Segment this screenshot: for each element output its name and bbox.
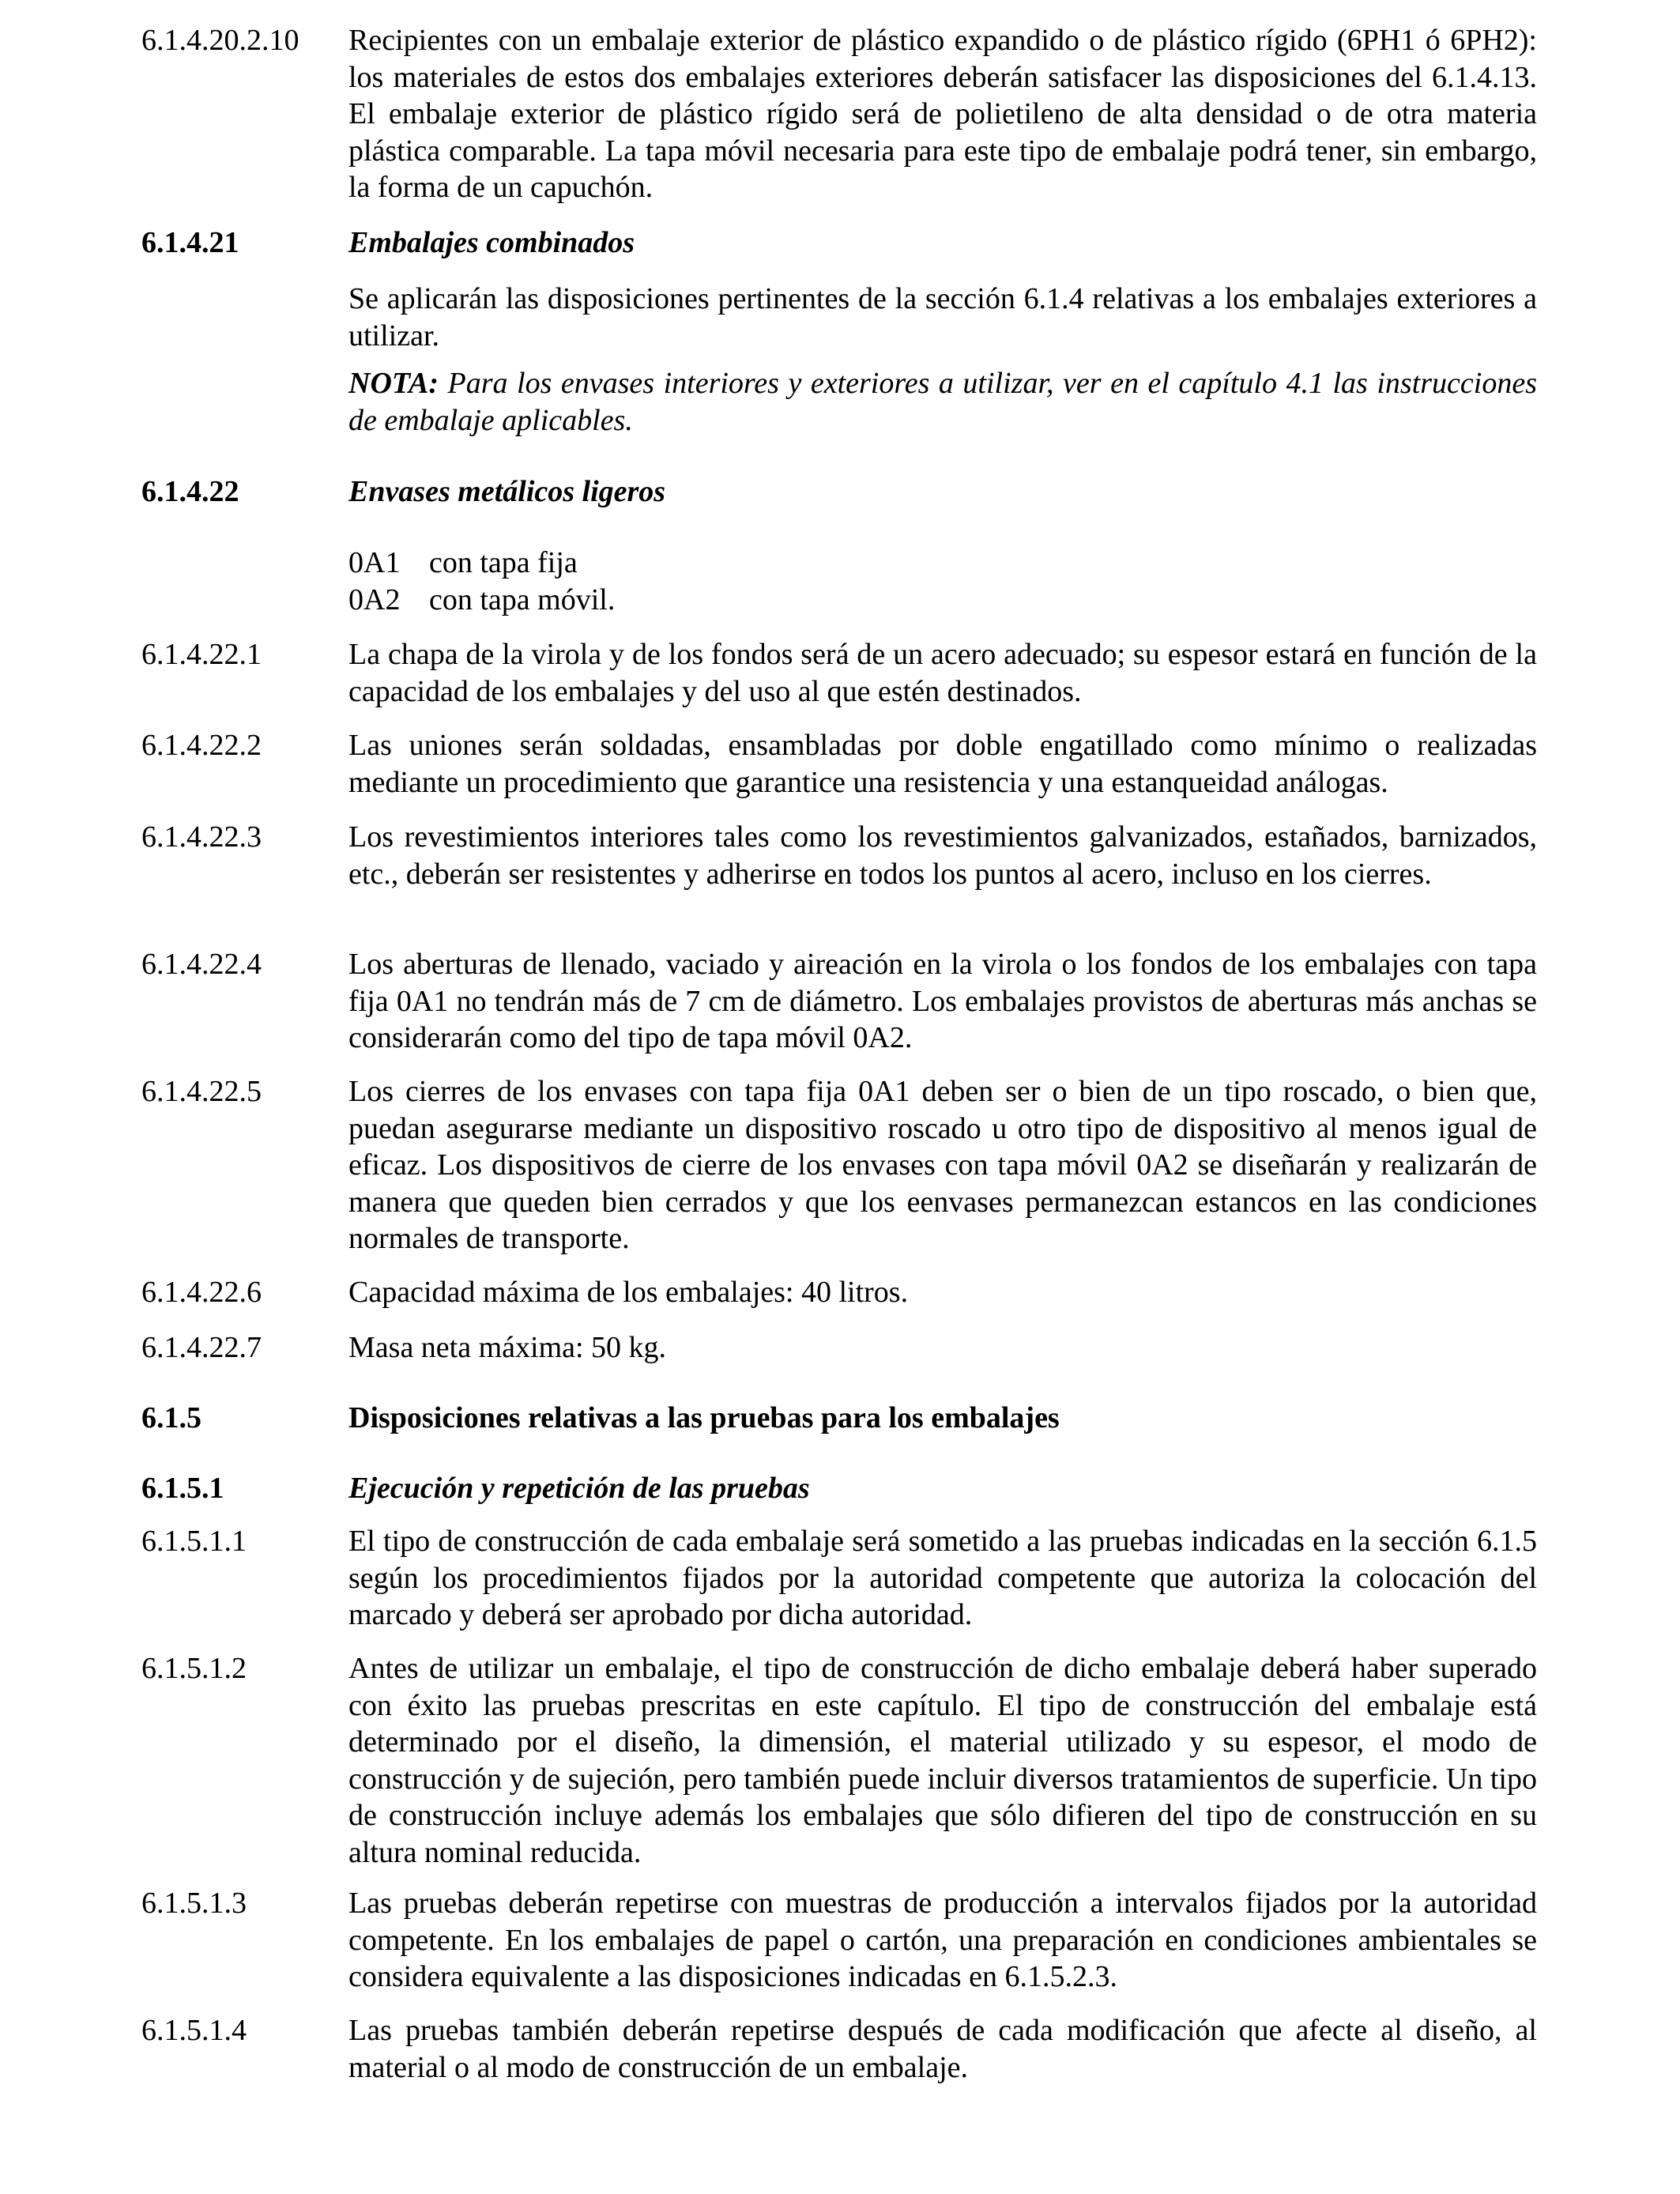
paragraph-6-1-5-1-4: [141, 2012, 1537, 2086]
section-text: El tipo de construcción de cada embalaje será sometido a las pruebas indicadas en la sección 6.1.5 según los procedimientos fijados por la autoridad competente que autoriza la colocación del marcado y deberá ser aprobado por dicha autoridad.: [348, 1525, 1537, 1631]
code-item: [348, 582, 1537, 619]
paragraph-6-1-5-1-2: [141, 1650, 1537, 1871]
code-description: con tapa móvil.: [429, 582, 616, 616]
note-body: Para los envases interiores y exteriores a utilizar, ver en el capítulo 4.1 las instrucciones de embalaje aplicables.: [348, 367, 1537, 437]
heading-6-1-5-1: [141, 1470, 1537, 1507]
paragraph-6-1-4-22-5: [141, 1073, 1537, 1257]
note-text: [348, 365, 1537, 439]
heading-6-1-4-21: [141, 224, 1537, 262]
code: 0A1: [348, 546, 401, 579]
section-number: 6.1.5.1.2: [141, 1652, 247, 1685]
paragraph-6-1-4-22-3: [141, 819, 1537, 892]
section-number: 6.1.4.22.4: [141, 948, 262, 981]
section-number: 6.1.4.21: [141, 226, 239, 259]
paragraph-6-1-4-22-6: [141, 1274, 1537, 1311]
section-text: Las pruebas deberán repetirse con muestras de producción a intervalos fijados por la autoridad competente. En los embalajes de papel o cartón, una preparación en condiciones ambientales se considera equivalente a las disposiciones indicadas en 6.1.5.2.3.: [348, 1887, 1537, 1993]
section-number: 6.1.5.1.1: [141, 1525, 247, 1558]
note-label: NOTA:: [348, 367, 439, 400]
paragraph-6-1-4-22-2: [141, 727, 1537, 801]
section-number: 6.1.4.22.5: [141, 1075, 262, 1108]
section-text: Antes de utilizar un embalaje, el tipo de construcción de dicho embalaje deberá haber superado con éxito las pruebas prescritas en este capítulo. El tipo de construcción del embalaje está determinado por el diseño, la dimensión, el material utilizado y su espesor, el modo de construcción y de sujeción, pero también puede incluir diversos tratamientos de superficie. Un tipo de construcción incluye además los embalajes que sólo difieren del tipo de construcción en su altura nominal reducida.: [348, 1652, 1537, 1869]
section-text: Los revestimientos interiores tales como los revestimientos galvanizados, estañados, barnizados, etc., deberán ser resistentes y adherirse en todos los puntos al acero, incluso en los cierres.: [348, 820, 1537, 891]
section-title: Disposiciones relativas a las pruebas para los embalajes: [348, 1401, 1060, 1434]
section-number: 6.1.5.1: [141, 1472, 224, 1505]
section-text: Las uniones serán soldadas, ensambladas por doble engatillado como mínimo o realizadas mediante un procedimiento que garantice una resistencia y una estanqueidad análogas.: [348, 729, 1537, 799]
section-number: 6.1.4.22.2: [141, 729, 262, 762]
section-title: Embalajes combinados: [348, 226, 635, 259]
paragraph-6-1-4-22-7: [141, 1329, 1537, 1367]
section-title: Envases metálicos ligeros: [348, 475, 666, 508]
code-item: [348, 545, 1537, 582]
section-text: Los aberturas de llenado, vaciado y aireación en la virola o los fondos de los embalajes con tapa fija 0A1 no tendrán más de 7 cm de diámetro. Los embalajes provistos de aberturas más anchas se considerarán como del tipo de tapa móvil 0A2.: [348, 948, 1537, 1054]
paragraph-6-1-5-1-3: [141, 1885, 1537, 1996]
paragraph-6-1-4-22-1: [141, 636, 1537, 710]
section-number: 6.1.4.22: [141, 475, 239, 508]
section-title: Ejecución y repetición de las pruebas: [348, 1472, 810, 1505]
note-6-1-4-21: [141, 365, 1537, 439]
section-number: 6.1.5: [141, 1401, 202, 1434]
section-text: Masa neta máxima: 50 kg.: [348, 1331, 667, 1364]
paragraph-6-1-4-20-2-10: [141, 22, 1537, 206]
section-text: La chapa de la virola y de los fondos será de un acero adecuado; su espesor estará en función de la capacidad de los embalajes y del uso al que estén destinados.: [348, 638, 1537, 708]
section-number: 6.1.4.20.2.10: [141, 24, 299, 57]
section-text: Se aplicarán las disposiciones pertinentes de la sección 6.1.4 relativas a los embalajes exteriores a utilizar.: [348, 282, 1537, 352]
code: 0A2: [348, 582, 401, 616]
heading-6-1-4-22: [141, 473, 1537, 511]
section-text: Capacidad máxima de los embalajes: 40 litros.: [348, 1276, 909, 1309]
section-text: Las pruebas también deberán repetirse después de cada modificación que afecte al diseño, al material o al modo de construcción de un embalaje.: [348, 2014, 1537, 2084]
paragraph-6-1-4-21: [141, 281, 1537, 354]
section-number: 6.1.4.22.6: [141, 1276, 262, 1309]
section-text: Recipientes con un embalaje exterior de plástico expandido o de plástico rígido (6PH1 ó 6PH2): los materiales de estos dos embalajes exteriores deberán satisfacer las disposiciones del 6.1.4.13. El embalaje exterior de plástico rígido será de polietileno de alta densidad o de otra materia plástica comparable. La tapa móvil necesaria para este tipo de embalaje podrá tener, sin embargo, la forma de un capuchón.: [348, 24, 1537, 204]
paragraph-6-1-4-22-4: [141, 946, 1537, 1057]
section-text: Los cierres de los envases con tapa fija 0A1 deben ser o bien de un tipo roscado, o bien que, puedan asegurarse mediante un dispositivo roscado u otro tipo de dispositivo al menos igual de eficaz. Los dispositivos de cierre de los envases con tapa móvil 0A2 se diseñarán y realizarán de manera que queden bien cerrados y que los eenvases permanezcan estancos en las condiciones normales de transporte.: [348, 1075, 1537, 1255]
section-number: 6.1.4.22.1: [141, 638, 262, 671]
section-number: 6.1.4.22.3: [141, 820, 262, 854]
paragraph-6-1-5-1-1: [141, 1523, 1537, 1634]
section-number: 6.1.5.1.3: [141, 1887, 247, 1920]
code-list: [141, 545, 1537, 618]
code-description: con tapa fija: [429, 546, 578, 579]
heading-6-1-5: [141, 1400, 1537, 1437]
section-number: 6.1.5.1.4: [141, 2014, 247, 2047]
section-number: 6.1.4.22.7: [141, 1331, 262, 1364]
